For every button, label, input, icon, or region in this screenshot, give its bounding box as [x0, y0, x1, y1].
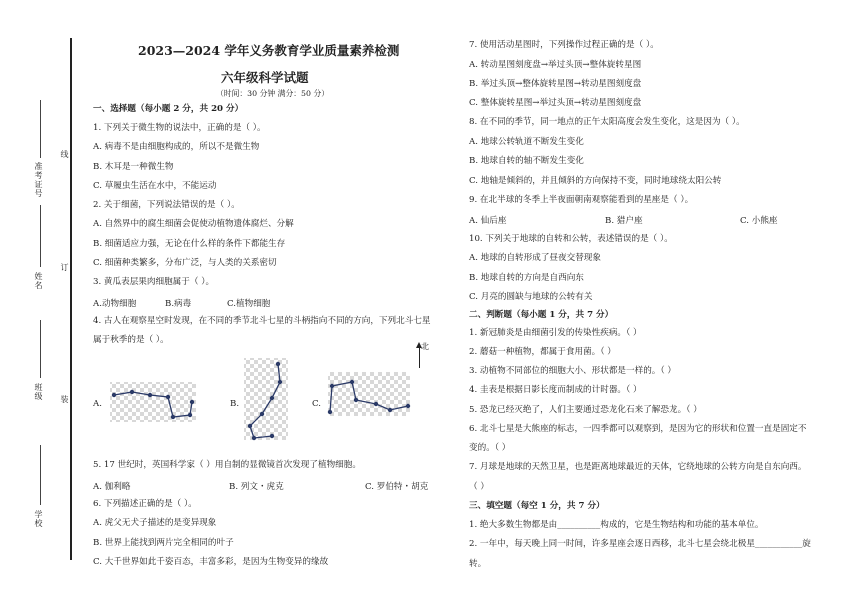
label-school: 学校 [34, 510, 43, 528]
q1-option-a: A. 病毒不是由细胞构成的，所以不是微生物 [93, 142, 260, 152]
question-4-line2: 属于秋季的是（ ）。 [93, 335, 169, 345]
school-underline [40, 445, 41, 505]
class-underline [40, 320, 41, 378]
big-dipper-a-figure [108, 380, 198, 424]
judge-5: 5. 恐龙已经灭绝了，人们主要通过恐龙化石来了解恐龙。（ ） [469, 405, 702, 415]
q2-option-c: C. 细菌种类繁多，分布广泛，与人类的关系密切 [93, 258, 277, 268]
question-5: 5. 17 世纪时，英国科学家（ ）用自制的显微镜首次发现了植物细胞。 [93, 460, 361, 470]
section-judge-title: 二、判断题（每小题 1 分，共 7 分） [469, 310, 614, 320]
judge-7-line2: （ ） [469, 482, 489, 492]
q2-option-b: B. 细菌适应力强，无论在什么样的条件下都能生存 [93, 239, 286, 249]
judge-3: 3. 动植物不同部位的细胞大小、形状都是一样的。（ ） [469, 366, 677, 376]
q7-option-b: B. 举过头顶→整体旋转星图→转动星图刻度盘 [469, 79, 642, 89]
fill-2-line1: 2. 一年中，每天晚上同一时间，许多星座会逐日西移，北斗七星会绕北极星___________旋 [469, 539, 811, 549]
q9-option-b: B. 猎户座 [605, 216, 643, 226]
question-1: 1. 下列关于微生物的说法中，正确的是（ ）。 [93, 123, 266, 133]
label-xian: 线 [60, 150, 69, 159]
q4-option-c-label: C. [312, 399, 322, 409]
q8-option-c: C. 地轴是倾斜的，并且倾斜的方向保持不变，同时地球绕太阳公转 [469, 176, 722, 186]
q8-option-b: B. 地球自转的轴不断发生变化 [469, 156, 584, 166]
label-name: 姓名 [34, 272, 43, 290]
exam-info: （时间：30 分钟 满分：50 分） [216, 89, 330, 98]
label-ding: 订 [60, 263, 69, 272]
question-8: 8. 在不同的季节，同一地点的正午太阳高度会发生变化，这是因为（ ）。 [469, 117, 745, 127]
north-label: 北 [421, 342, 429, 351]
question-3: 3. 黄瓜表层果肉细胞属于（ ）。 [93, 277, 215, 287]
north-arrow-line [419, 346, 420, 368]
judge-7-line1: 7. 月球是地球的天然卫星，也是距离地球最近的天体，它绕地球的公转方向是自东向西。 [469, 462, 807, 472]
section-choice-title: 一、选择题（每小题 2 分，共 20 分） [93, 104, 244, 114]
binding-line [70, 38, 72, 560]
judge-1: 1. 新冠肺炎是由细菌引发的传染性疾病。（ ） [469, 328, 642, 338]
q7-option-c: C. 整体旋转星图→举过头顶→转动星图刻度盘 [469, 98, 642, 108]
q4-option-a-label: A. [93, 399, 102, 409]
label-exam-number: 准考证号 [34, 162, 43, 198]
question-10: 10. 下列关于地球的自转和公转，表述错误的是（ ）。 [469, 234, 673, 244]
q6-option-b: B. 世界上能找到两片完全相同的叶子 [93, 538, 234, 548]
name-underline [40, 205, 41, 267]
fill-1: 1. 绝大多数生物都是由__________构成的，它是生物结构和功能的基本单位。 [469, 520, 764, 530]
q9-option-c: C. 小熊座 [740, 216, 778, 226]
judge-4: 4. 圭表是根据日影长度而制成的计时器。（ ） [469, 385, 642, 395]
q2-option-a: A. 自然界中的腐生细菌会促使动植物遗体腐烂、分解 [93, 219, 294, 229]
q3-option-b: B.病毒 [165, 299, 192, 309]
q5-option-c: C. 罗伯特・胡克 [365, 482, 429, 492]
big-dipper-c-figure [322, 364, 414, 420]
question-7: 7. 使用活动星图时，下列操作过程正确的是（ ）。 [469, 40, 659, 50]
fill-2-line2: 转。 [469, 559, 487, 569]
q10-option-c: C. 月亮的圆缺与地球的公转有关 [469, 292, 593, 302]
judge-2: 2. 蘑菇一种植物，都属于食用菌。（ ） [469, 347, 616, 357]
q3-option-c: C.植物细胞 [227, 299, 271, 309]
question-4-line1: 4. 古人在观察星空时发现，在不同的季节北斗七星的斗柄指向不同的方向，下列北斗七星 [93, 316, 431, 326]
q5-option-b: B. 列文・虎克 [229, 482, 284, 492]
north-arrow [416, 342, 428, 372]
judge-6-line1: 6. 北斗七星是大熊座的标志，一四季都可以观察到，是因为它的形状和位置一直是固定不 [469, 424, 807, 434]
q1-option-c: C. 草履虫生活在水中，不能运动 [93, 181, 217, 191]
exam-title: 2023—2024 学年义务教育学业质量素养检测 [138, 43, 400, 58]
q5-option-a: A. 伽利略 [93, 482, 131, 492]
exam-subtitle: 六年级科学试题 [221, 70, 309, 85]
q7-option-a: A. 转动星图刻度盘→举过头顶→整体旋转星图 [469, 60, 642, 70]
exam-number-underline [40, 100, 41, 158]
question-2: 2. 关于细菌，下列说法错误的是（ ）。 [93, 200, 240, 210]
q10-option-a: A. 地球的自转形成了昼夜交替现象 [469, 253, 601, 263]
q10-option-b: B. 地球自转的方向是自西向东 [469, 273, 584, 283]
q9-option-a: A. 仙后座 [469, 216, 507, 226]
q6-option-c: C. 大千世界如此千姿百态，丰富多彩，是因为生物变异的缘故 [93, 557, 329, 567]
label-class: 班级 [34, 383, 43, 401]
judge-6-line2: 变的。（ ） [469, 443, 511, 453]
binding-margin [0, 0, 80, 607]
question-9: 9. 在北半球的冬季上半夜面朝南观察能看到的星座是（ ）。 [469, 195, 694, 205]
q3-option-a: A.动物细胞 [93, 299, 137, 309]
q6-option-a: A. 虎父无犬子描述的是变异现象 [93, 518, 217, 528]
q8-option-a: A. 地球公转轨道不断发生变化 [469, 137, 584, 147]
big-dipper-b-figure [242, 356, 290, 442]
question-6: 6. 下列描述正确的是（ ）。 [93, 499, 197, 509]
section-fill-title: 三、填空题（每空 1 分，共 7 分） [469, 501, 605, 511]
label-zhuang: 装 [60, 395, 69, 404]
q4-option-b-label: B. [230, 399, 240, 409]
q1-option-b: B. 木耳是一种微生物 [93, 162, 174, 172]
